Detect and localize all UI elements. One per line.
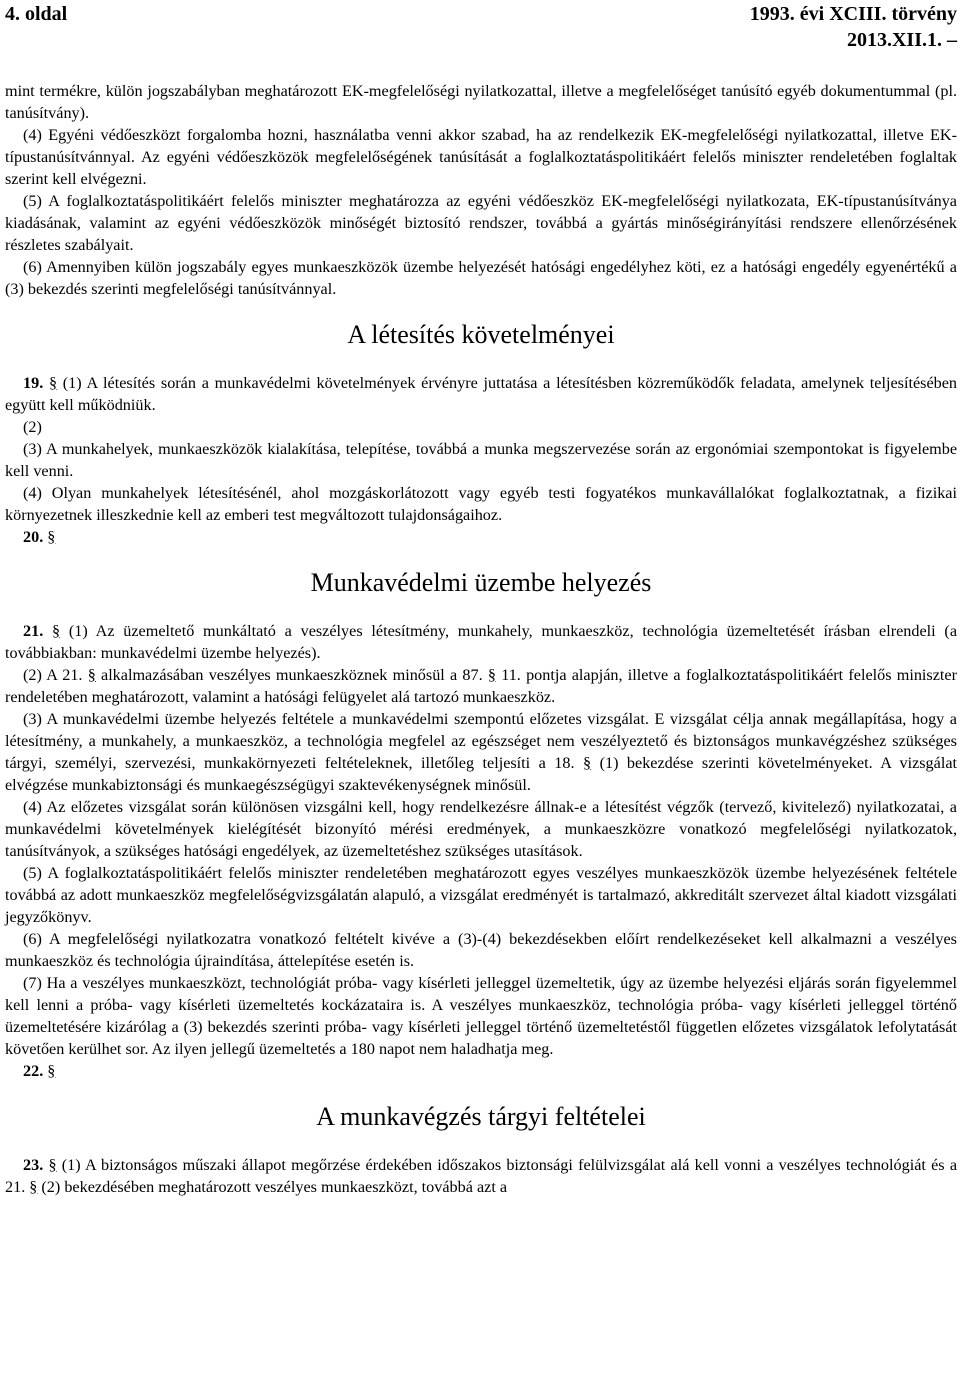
section-link[interactable]: § xyxy=(48,374,58,392)
section-link[interactable]: § xyxy=(29,1178,38,1196)
paragraph: mint termékre, külön jogszabályban meghatározott EK-megfelelőségi nyilatkozattal, illetve a megfelelőséget tanúsító egyéb dokumentummal (pl. tanúsítvány). xyxy=(5,82,957,122)
text-run: alkalmazásában veszélyes munkaeszköznek minősül a 87. xyxy=(95,666,488,684)
section-number: 22. xyxy=(23,1062,44,1080)
paragraph: (3) A munkahelyek, munkaeszközök kialakítása, telepítése, továbbá a munka megszervezése során az ergonómiai szempontokat is figyelembe kell venni. xyxy=(5,440,957,480)
section-link[interactable]: § xyxy=(47,1062,56,1080)
section-22 xyxy=(5,1060,957,1082)
section-number: 19. xyxy=(23,374,44,392)
section-number: 20. xyxy=(23,528,44,546)
paragraph: (2) xyxy=(23,418,42,436)
section-link[interactable]: § xyxy=(47,528,56,546)
section-number: 23. xyxy=(23,1156,44,1174)
text-run: (2) bekezdésében meghatározott veszélyes munkaeszközt, továbbá azt a xyxy=(37,1178,508,1196)
section-link[interactable]: § xyxy=(48,1156,57,1174)
law-version: 2013.XII.1. – xyxy=(846,29,957,51)
law-header xyxy=(750,2,957,54)
paragraph: (4) Az előzetes vizsgálat során különösen vizsgálni kell, hogy rendelkezésre állnak-e a létesítést végzők (tervező, kivitelező) nyilatkozatai, a munkavédelmi követelmények kielégítését bizonyító mérési eredmények, a munkaeszközre vonatkozó megfelelőségi nyilatkozatok, tanúsítványok, a szükséges hatósági engedélyek, az üzemeltetéshez szükséges utasítások. xyxy=(5,798,957,860)
paragraph: (4) Olyan munkahelyek létesítésénél, ahol mozgáskorlátozott vagy egyéb testi fogyatékos munkavállalókat foglalkoztatnak, a fizikai környezetnek illeszkednie kell az emberi test megváltozott tulajdonságaihoz. xyxy=(5,484,957,524)
section-heading: A munkavégzés tárgyi feltételei xyxy=(316,1102,646,1131)
section-number: 21. xyxy=(23,622,44,640)
section-link[interactable]: § xyxy=(583,754,592,772)
paragraph: (7) Ha a veszélyes munkaeszközt, technológiát próba- vagy kísérleti jelleggel üzemeltetik, úgy az üzembe helyezési eljárás során figyelemmel kell lenni a próba- vagy kísérleti üzemeltetés kockázataira is. A veszélyes munkaeszköz, technológia próba- vagy kísérleti jelleggel történő üzemeltetésére kizárólag a (3) bekezdés szerinti próba- vagy kísérleti jelleggel történő üzemeltetéstől független előzetes vizsgálatok lefolytatását követően kerülhet sor. Az ilyen jellegű üzemeltetés a 180 napot nem haladhatja meg. xyxy=(5,974,957,1058)
text-run: 11. pontja alapján, illetve a foglalkoztatáspolitikáért felelős miniszter rendeletében meghatározott, valamint a hatósági felügyelet alá tartozó munkaeszköz. xyxy=(5,666,957,706)
section-link[interactable]: § xyxy=(87,666,96,684)
paragraph: (5) A foglalkoztatáspolitikáért felelős miniszter meghatározza az egyéni védőeszköz EK-megfelelőségi nyilatkozata, EK-típustanúsítványa kiadásának, valamint az egyéni védőeszközök minőségét biztosító rendszer, továbbá a gyártás minőségirányítási rendszere ellenőrzésének részletes szabályait. xyxy=(5,192,957,254)
section-21 xyxy=(5,620,957,664)
section-23 xyxy=(5,1154,957,1198)
section-link[interactable]: § xyxy=(487,666,496,684)
paragraph xyxy=(5,664,957,708)
paragraph xyxy=(5,708,957,796)
document-body xyxy=(5,80,957,1198)
paragraph: (6) A megfelelőségi nyilatkozatra vonatkozó feltételt kivéve a (3)-(4) bekezdésekben előírt rendelkezéseket kell alkalmazni a veszélyes munkaeszköz és technológia újraindítása, áttelepítése esetén is. xyxy=(5,930,957,970)
section-link[interactable]: § xyxy=(52,622,61,640)
paragraph: (6) Amennyiben külön jogszabály egyes munkaeszközök üzembe helyezését hatósági engedélyhez köti, ez a hatósági engedély egyenértékű a (3) bekezdés szerinti megfelelőségi tanúsítvánnyal. xyxy=(5,258,957,298)
section-text: (1) A létesítés során a munkavédelmi követelmények érvényre juttatása a létesítésben közreműködők feladata, amelynek teljesítésében együtt kell működniük. xyxy=(5,374,958,414)
section-heading: Munkavédelmi üzembe helyezés xyxy=(310,568,652,597)
text-run: (3) A munkavédelmi üzembe helyezés feltétele a munkavédelmi szempontú előzetes vizsgálat. E vizsgálat célja annak megállapítása, hogy a létesítmény, a munkahely, a munkaeszköz, a technológia megfelel az egészséget nem veszélyeztető és biztonságos munkavégzéshez szükséges tárgyi, személyi, szervezési, munkakörnyezeti feltételeknek, illetőleg teljesíti a 18. xyxy=(5,710,957,772)
section-text: (1) Az üzemeltető munkáltató a veszélyes létesítmény, munkahely, munkaeszköz, technológia üzemeltetését írásban elrendeli (a továbbiakban: munkavédelmi üzembe helyezés). xyxy=(5,622,958,662)
section-20 xyxy=(5,526,957,548)
text-run: (2) A 21. xyxy=(23,666,88,684)
text-run: (1) A biztonságos műszaki állapot megőrzése érdekében időszakos biztonsági felülvizsgálat alá kell vonni a veszélyes technológiát és a 21. xyxy=(5,1156,957,1196)
paragraph: (5) A foglalkoztatáspolitikáért felelős miniszter rendeletében meghatározott egyes veszélyes munkaeszközök üzembe helyezésének feltétele továbbá az adott munkaeszköz megfelelőségvizsgálatán alapuló, a vizsgálat eredményét is tartalmazó, akkreditált szervezet által kiadott vizsgálati jegyzőkönyv. xyxy=(5,864,957,926)
paragraph: (4) Egyéni védőeszközt forgalomba hozni, használatba venni akkor szabad, ha az rendelkezik EK-megfelelőségi nyilatkozattal, illetve EK-típustanúsítvánnyal. Az egyéni védőeszközök megfelelőségének tanúsítását a foglalkoztatáspolitikáért felelős miniszter rendeletében foglaltak szerint kell elvégezni. xyxy=(5,126,957,188)
page-number: 4. oldal xyxy=(5,3,68,25)
section-heading: A létesítés követelményei xyxy=(347,320,615,349)
text-run: (1) bekezdése szerinti követelményeket. A vizsgálat elvégzése munkabiztonsági és munkaegészségügyi szaktevékenységnek minősül. xyxy=(5,754,958,794)
section-19 xyxy=(5,372,957,416)
law-title: 1993. évi XCIII. törvény xyxy=(749,3,957,25)
